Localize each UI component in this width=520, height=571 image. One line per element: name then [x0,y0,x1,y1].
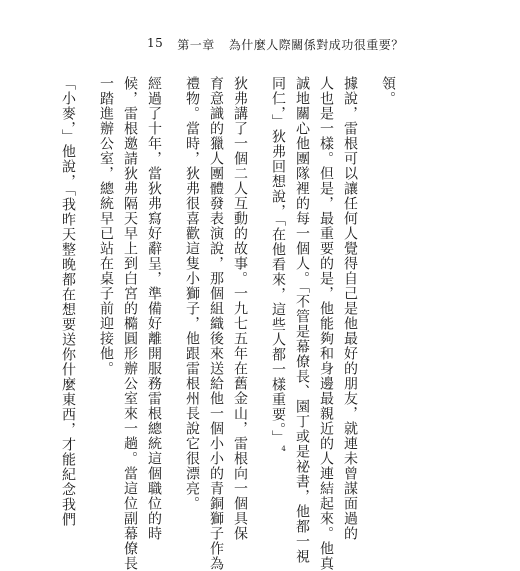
vertical-body-text [56,76,400,571]
chapter-title: 為什麼人際關係對成功很重要？ [228,38,404,52]
text-column: 狄弗講了一個二人互動的故事。一九七五年在舊金山，雷根向一個具保 [232,76,248,541]
text-column: 育意識的獵人團體發表演說，那個組織後來送給他一個小小的青銅獅子作為 [208,76,224,571]
text-column: 一踏進辦公室，總統早已站在桌子前迎接他。 [98,76,114,376]
text-column: 據說，雷根可以讓任何人覺得自己是他最好的朋友，就連未曾謀面過的 [342,76,358,541]
running-header [147,36,404,53]
text-column: 人也是一樣。但是，最重要的是，他能夠和身邊最親近的人連結起來。他真 [318,76,334,571]
text-column: 候，雷根邀請狄弗隔天早上到白宮的橢圓形辦公室來一趟。當這位副幕僚長 [122,76,138,571]
text-column: 領。 [380,76,396,106]
text-column-content: 同仁，」狄弗回想說，「在他看來，這些人都一樣重要。」 [270,76,286,445]
text-column: 「小麥，」他說，「我昨天整晚都在想要送你什麼東西，才能紀念我們 [60,76,76,527]
text-column: 禮物。當時，狄弗很喜歡這隻小獅子，他跟雷根州長說它很漂亮。 [184,76,200,511]
text-column: 誠地關心他團隊裡的每一個人。「不管是幕僚長、園丁或是祕書，他都一視 [294,76,310,564]
text-column-with-footnote [266,76,290,476]
text-column: 經過了十年，當狄弗寫好辭呈，準備好離開服務雷根總統這個職位的時 [146,76,162,541]
page-number: 15 [147,36,164,50]
chapter-label: 第一章 [177,38,215,52]
footnote-marker: 4 [279,445,288,454]
